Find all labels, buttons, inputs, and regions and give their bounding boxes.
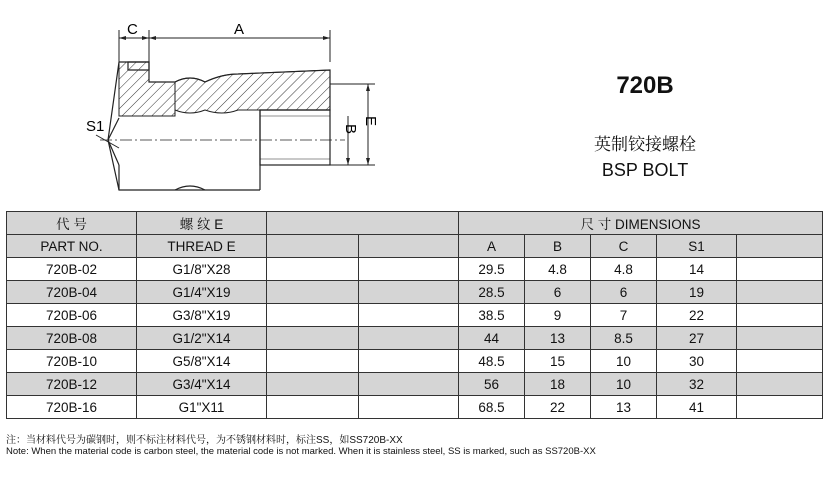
cell-a: 56: [459, 373, 525, 396]
cell-blank: [359, 258, 459, 281]
cell-s1: 32: [657, 373, 737, 396]
cell-blank: [267, 350, 359, 373]
cell-thread: G3/4"X14: [137, 373, 267, 396]
table-row: [7, 396, 823, 419]
header-dim-a: A: [459, 235, 525, 258]
hatched-section: [119, 62, 330, 116]
header-code-en: PART NO.: [7, 235, 137, 258]
cell-part: 720B-08: [7, 327, 137, 350]
cell-c: 10: [591, 350, 657, 373]
cell-part: 720B-16: [7, 396, 137, 419]
cell-b: 22: [525, 396, 591, 419]
cell-part: 720B-12: [7, 373, 137, 396]
table-row: [7, 350, 823, 373]
cell-blank: [737, 373, 823, 396]
cell-a: 48.5: [459, 350, 525, 373]
cell-blank: [267, 396, 359, 419]
dim-label-e: E: [362, 116, 379, 127]
cell-a: 68.5: [459, 396, 525, 419]
cell-blank: [737, 281, 823, 304]
note-en: Note: When the material code is carbon steel, the material code is not marked. When it is stainless steel, SS is marked, such as SS720B-XX: [6, 446, 596, 457]
dim-label-b: B: [342, 124, 359, 135]
cell-blank: [359, 281, 459, 304]
cell-a: 29.5: [459, 258, 525, 281]
spec-table: [6, 211, 823, 419]
part-title: 720B: [616, 72, 674, 99]
cell-blank: [267, 258, 359, 281]
cell-c: 8.5: [591, 327, 657, 350]
table-row: [7, 327, 823, 350]
header-thread-en: THREAD E: [137, 235, 267, 258]
dim-label-s1: S1: [86, 118, 105, 135]
dim-label-a: A: [234, 21, 245, 38]
cell-thread: G1/2"X14: [137, 327, 267, 350]
header-dim-s1: S1: [657, 235, 737, 258]
cell-a: 38.5: [459, 304, 525, 327]
cell-blank: [359, 373, 459, 396]
cell-b: 13: [525, 327, 591, 350]
cell-thread: G1/4"X19: [137, 281, 267, 304]
cell-s1: 30: [657, 350, 737, 373]
table-row: [7, 304, 823, 327]
part-subtitle-cn: 英制铰接螺栓: [594, 135, 696, 155]
cell-blank: [267, 304, 359, 327]
cell-part: 720B-10: [7, 350, 137, 373]
table-header-row-1: [7, 212, 823, 235]
dim-label-c: C: [127, 21, 138, 38]
cell-thread: G3/8"X19: [137, 304, 267, 327]
cell-part: 720B-04: [7, 281, 137, 304]
header-dim-b: B: [525, 235, 591, 258]
cell-c: 7: [591, 304, 657, 327]
cell-c: 13: [591, 396, 657, 419]
cell-a: 28.5: [459, 281, 525, 304]
header-blank: [267, 235, 359, 258]
header-dimensions: 尺 寸 DIMENSIONS: [459, 212, 823, 235]
cell-blank: [267, 327, 359, 350]
cell-blank: [737, 304, 823, 327]
cell-blank: [737, 327, 823, 350]
cell-thread: G1/8"X28: [137, 258, 267, 281]
cell-s1: 27: [657, 327, 737, 350]
part-subtitle-en: BSP BOLT: [601, 160, 689, 180]
table-header-row-2: [7, 235, 823, 258]
cell-s1: 19: [657, 281, 737, 304]
cell-blank: [359, 304, 459, 327]
header-blank: [737, 235, 823, 258]
cell-b: 6: [525, 281, 591, 304]
cell-blank: [359, 327, 459, 350]
cell-s1: 14: [657, 258, 737, 281]
cell-c: 6: [591, 281, 657, 304]
table-row: [7, 281, 823, 304]
header-thread-cn: 螺 纹 E: [137, 212, 267, 235]
header-code-cn: 代 号: [7, 212, 137, 235]
cell-blank: [359, 350, 459, 373]
cell-blank: [737, 258, 823, 281]
note-cn: 注：当材料代号为碳钢时，则不标注材料代号，为不锈钢材料时，标注SS，如SS720B-XX: [6, 435, 403, 446]
cell-a: 44: [459, 327, 525, 350]
cell-part: 720B-02: [7, 258, 137, 281]
cell-thread: G1"X11: [137, 396, 267, 419]
table-row: [7, 373, 823, 396]
cell-blank: [267, 373, 359, 396]
cell-b: 15: [525, 350, 591, 373]
cell-b: 4.8: [525, 258, 591, 281]
cell-b: 18: [525, 373, 591, 396]
cell-blank: [267, 281, 359, 304]
header-blank: [267, 212, 459, 235]
cell-blank: [737, 350, 823, 373]
header-dim-c: C: [591, 235, 657, 258]
table-row: [7, 258, 823, 281]
cell-blank: [737, 396, 823, 419]
cell-s1: 22: [657, 304, 737, 327]
cell-c: 10: [591, 373, 657, 396]
cell-b: 9: [525, 304, 591, 327]
s1-leader: [96, 135, 119, 148]
cell-c: 4.8: [591, 258, 657, 281]
cell-part: 720B-06: [7, 304, 137, 327]
dimension-top: [119, 30, 330, 62]
cell-thread: G5/8"X14: [137, 350, 267, 373]
cell-blank: [359, 396, 459, 419]
cell-s1: 41: [657, 396, 737, 419]
header-blank: [359, 235, 459, 258]
